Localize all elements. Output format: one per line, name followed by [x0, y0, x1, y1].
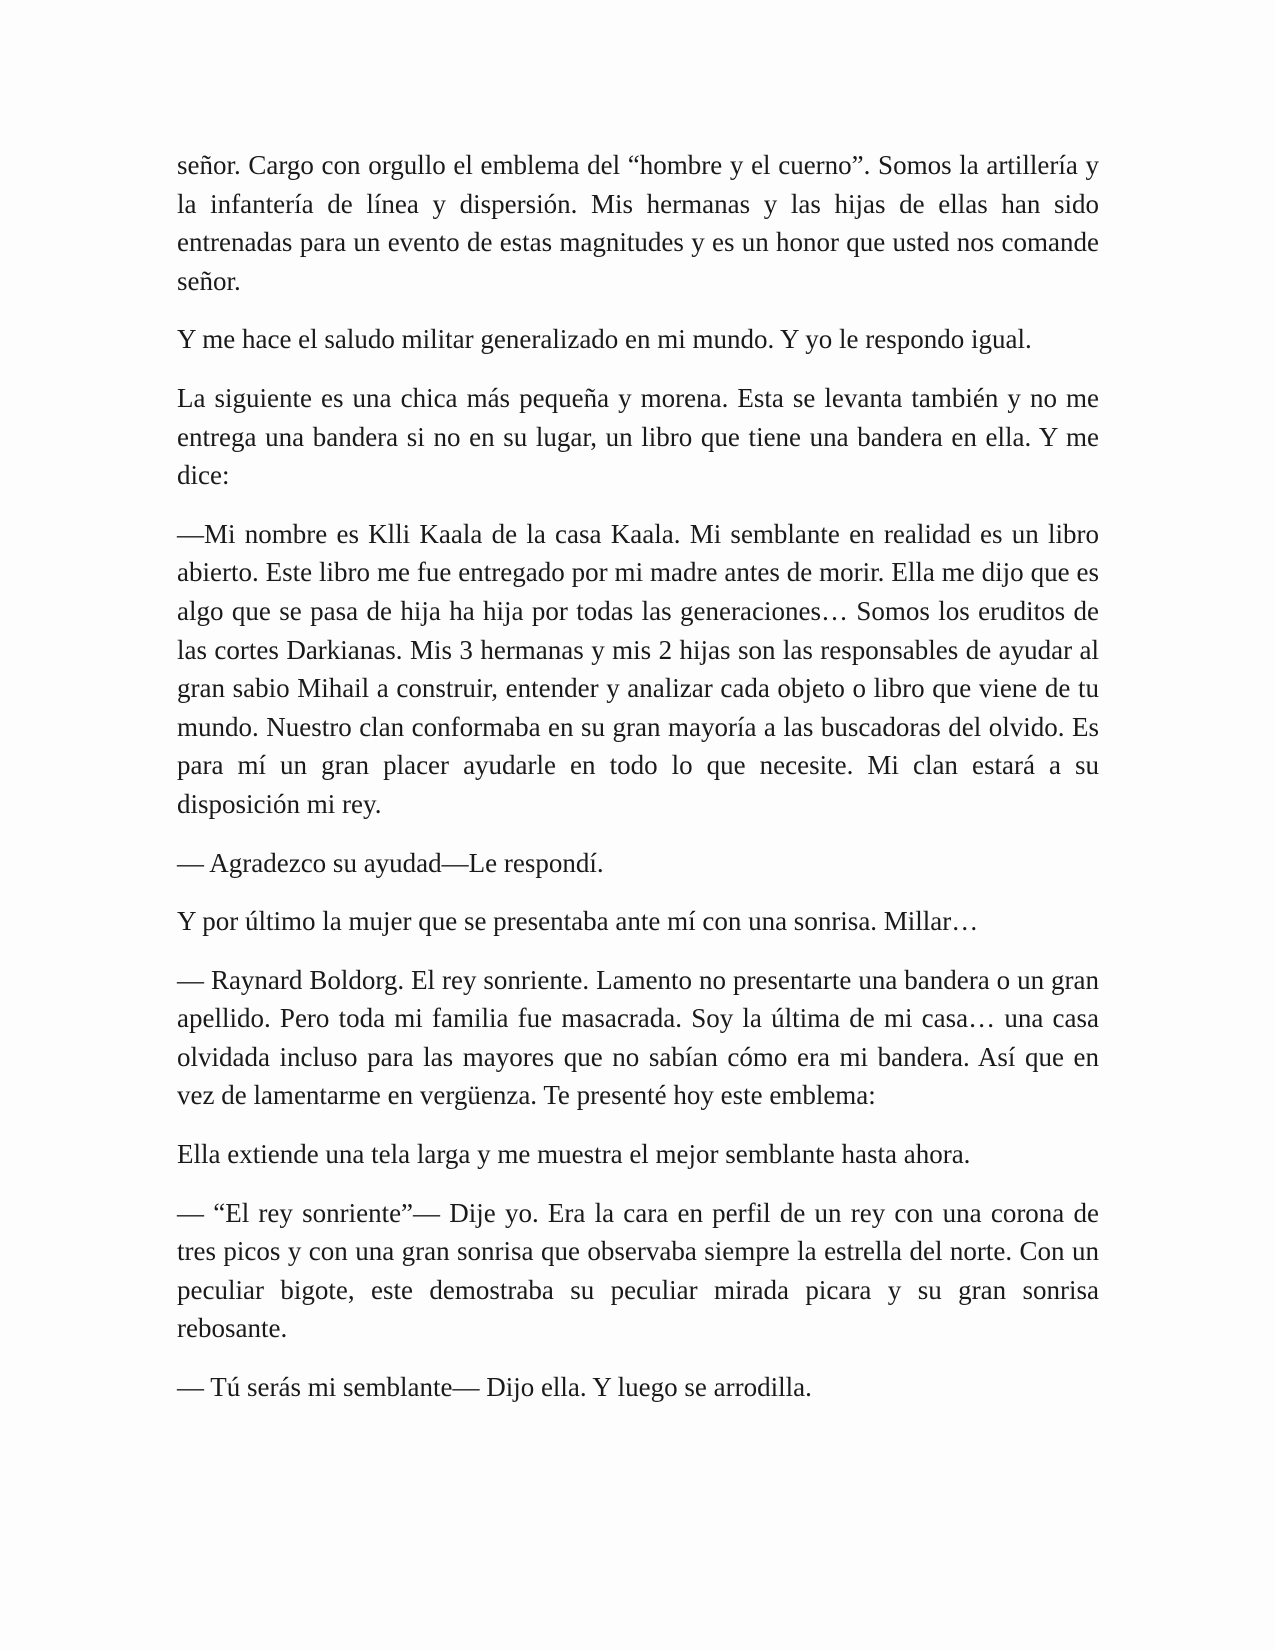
paragraph: — Raynard Boldorg. El rey sonriente. Lamento no presentarte una bandera o un gran apellido. Pero toda mi familia fue masacrada. Soy la última de mi casa… una casa olvidada incluso para las mayores que no sabían cómo era mi bandera. Así que en vez de lamentarme en vergüenza. Te presenté hoy este emblema: [177, 964, 1099, 1111]
paragraph: — Agradezco su ayudad—Le respondí. [177, 847, 604, 878]
body-text [177, 146, 1099, 1427]
paragraph: señor. Cargo con orgullo el emblema del “hombre y el cuerno”. Somos la artillería y la infantería de línea y dispersión. Mis hermanas y las hijas de ellas han sido entrenadas para un evento de estas magnitudes y es un honor que usted nos comande señor. [177, 150, 1099, 296]
paragraph: —Mi nombre es Klli Kaala de la casa Kaala. Mi semblante en realidad es un libro abierto. Este libro me fue entregado por mi madre antes de morir. Ella me dijo que es algo que se pasa de hija ha hija por todas las generaciones… Somos los eruditos de las cortes Darkianas. Mis 3 hermanas y mis 2 hijas son las responsables de ayudar al gran sabio Mihail a construir, entender y analizar cada objeto o libro que viene de tu mundo. Nuestro clan conformaba en su gran mayoría a las buscadoras del olvido. Es para mí un gran placer ayudarle en todo lo que necesite. Mi clan estará a su disposición mi rey. [177, 518, 1099, 819]
paragraph: La siguiente es una chica más pequeña y morena. Esta se levanta también y no me entrega una bandera si no en su lugar, un libro que tiene una bandera en ella. Y me dice: [177, 382, 1099, 491]
paragraph: — “El rey sonriente”— Dije yo. Era la cara en perfil de un rey con una corona de tres picos y con una gran sonrisa que observaba siempre la estrella del norte. Con un peculiar bigote, este demostraba su peculiar mirada picara y su gran sonrisa rebosante. [177, 1197, 1099, 1344]
paragraph: Ella extiende una tela larga y me muestra el mejor semblante hasta ahora. [177, 1139, 971, 1170]
paragraph: — Tú serás mi semblante— Dijo ella. Y luego se arrodilla. [177, 1372, 812, 1403]
paragraph: Y por último la mujer que se presentaba ante mí con una sonrisa. Millar… [177, 906, 979, 937]
paragraph: Y me hace el saludo militar generalizado en mi mundo. Y yo le respondo igual. [177, 324, 1032, 355]
